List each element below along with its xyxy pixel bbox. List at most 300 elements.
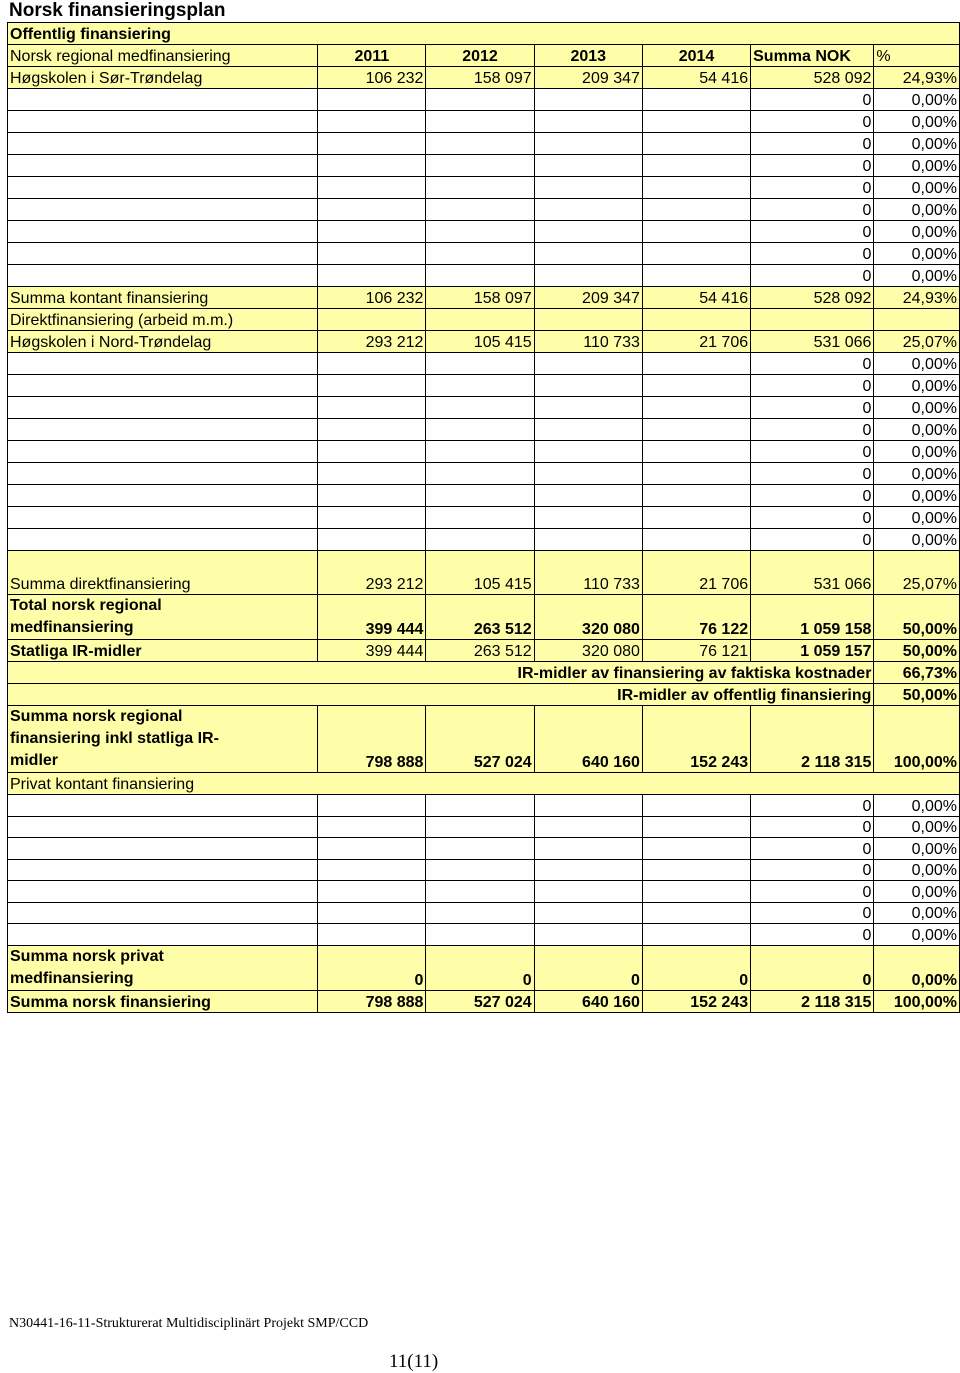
- empty-cell: [318, 353, 426, 375]
- section-row: [8, 773, 960, 795]
- percent-cell: 0,00%: [874, 463, 960, 485]
- empty-row: [8, 133, 960, 155]
- sum-cell: 0: [751, 243, 874, 265]
- percent-cell: 0,00%: [874, 221, 960, 243]
- empty-cell: [534, 838, 642, 860]
- empty-row: [8, 397, 960, 419]
- value-cell: 0: [534, 945, 642, 990]
- empty-cell: [534, 902, 642, 924]
- empty-cell: [534, 795, 642, 817]
- empty-cell: [8, 265, 318, 287]
- empty-cell: [8, 243, 318, 265]
- total-row: [8, 990, 960, 1012]
- sum-cell: 0: [751, 419, 874, 441]
- empty-cell: [534, 485, 642, 507]
- empty-row: [8, 881, 960, 903]
- row-label: Høgskolen i Sør-Trøndelag: [8, 67, 318, 89]
- empty-cell: [8, 221, 318, 243]
- value-cell: 209 347: [534, 287, 642, 309]
- label-line: finansiering inkl statliga IR-: [10, 730, 219, 747]
- percent-cell: 25,07%: [874, 331, 960, 353]
- row-label: [8, 706, 318, 773]
- row-label: Summa direktfinansiering: [8, 551, 318, 595]
- empty-cell: [8, 441, 318, 463]
- empty-cell: [642, 155, 750, 177]
- empty-cell: [642, 89, 750, 111]
- percent-cell: 24,93%: [874, 287, 960, 309]
- value-cell: 527 024: [426, 990, 534, 1012]
- sum-cell: 0: [751, 463, 874, 485]
- empty-cell: [318, 419, 426, 441]
- percent-cell: 0,00%: [874, 353, 960, 375]
- sum-cell: 0: [751, 221, 874, 243]
- row-label: [8, 945, 318, 990]
- percent-cell: 0,00%: [874, 859, 960, 881]
- empty-row: [8, 795, 960, 817]
- value-cell: 1 059 157: [751, 640, 874, 662]
- empty-cell: [8, 353, 318, 375]
- percent-cell: 0,00%: [874, 902, 960, 924]
- page-title: Norsk finansieringsplan: [9, 0, 226, 21]
- empty-row: [8, 155, 960, 177]
- value-cell: 110 733: [534, 331, 642, 353]
- empty-cell: [534, 155, 642, 177]
- empty-cell: [8, 902, 318, 924]
- empty-cell: [751, 309, 874, 331]
- value-cell: 531 066: [751, 551, 874, 595]
- empty-cell: [8, 838, 318, 860]
- empty-cell: [318, 902, 426, 924]
- empty-cell: [426, 485, 534, 507]
- empty-cell: [426, 529, 534, 551]
- sum-cell: 0: [751, 924, 874, 946]
- value-cell: 54 416: [642, 67, 750, 89]
- empty-cell: [318, 199, 426, 221]
- ratio-label: IR-midler av offentlig finansiering: [8, 684, 874, 706]
- empty-cell: [318, 89, 426, 111]
- empty-row: [8, 816, 960, 838]
- subtotal-row: [8, 551, 960, 595]
- empty-cell: [642, 859, 750, 881]
- empty-cell: [642, 309, 750, 331]
- empty-cell: [8, 397, 318, 419]
- empty-cell: [426, 859, 534, 881]
- empty-cell: [426, 816, 534, 838]
- empty-cell: [426, 199, 534, 221]
- column-header: Summa NOK: [751, 45, 874, 67]
- value-cell: 106 232: [318, 67, 426, 89]
- sum-cell: 0: [751, 353, 874, 375]
- subtotal-row: [8, 287, 960, 309]
- value-cell: 798 888: [318, 706, 426, 773]
- sum-cell: 0: [751, 859, 874, 881]
- empty-row: [8, 902, 960, 924]
- empty-cell: [8, 419, 318, 441]
- percent-cell: 0,00%: [874, 111, 960, 133]
- empty-cell: [426, 397, 534, 419]
- document-footer: N30441-16-11-Strukturerat Multidisciplinärt Projekt SMP/CCD: [9, 1316, 369, 1331]
- percent-cell: 0,00%: [874, 795, 960, 817]
- sum-cell: 0: [751, 199, 874, 221]
- empty-cell: [8, 375, 318, 397]
- empty-cell: [8, 89, 318, 111]
- empty-cell: [8, 924, 318, 946]
- label-line: medfinansiering: [10, 619, 134, 636]
- empty-cell: [318, 859, 426, 881]
- empty-cell: [534, 353, 642, 375]
- empty-cell: [8, 859, 318, 881]
- empty-cell: [426, 309, 534, 331]
- empty-cell: [426, 353, 534, 375]
- header-label: Norsk regional medfinansiering: [8, 45, 318, 67]
- financing-table: [7, 22, 960, 1013]
- empty-cell: [534, 309, 642, 331]
- value-cell: 293 212: [318, 551, 426, 595]
- empty-cell: [318, 485, 426, 507]
- empty-cell: [642, 353, 750, 375]
- empty-cell: [642, 177, 750, 199]
- empty-cell: [318, 309, 426, 331]
- percent-cell: 0,00%: [874, 507, 960, 529]
- value-cell: 2 118 315: [751, 990, 874, 1012]
- sum-cell: 0: [751, 881, 874, 903]
- empty-cell: [642, 463, 750, 485]
- subtotal-row: [8, 945, 960, 990]
- value-cell: 320 080: [534, 595, 642, 640]
- row-label: Summa kontant finansiering: [8, 287, 318, 309]
- empty-cell: [8, 529, 318, 551]
- empty-cell: [318, 265, 426, 287]
- value-cell: 2 118 315: [751, 706, 874, 773]
- sum-cell: 0: [751, 177, 874, 199]
- empty-cell: [534, 89, 642, 111]
- empty-cell: [426, 133, 534, 155]
- empty-cell: [8, 111, 318, 133]
- empty-cell: [534, 111, 642, 133]
- empty-cell: [534, 463, 642, 485]
- percent-cell: 100,00%: [874, 706, 960, 773]
- section-label: Privat kontant finansiering: [8, 773, 960, 795]
- value-cell: 527 024: [426, 706, 534, 773]
- empty-cell: [426, 265, 534, 287]
- empty-cell: [426, 177, 534, 199]
- percent-cell: 24,93%: [874, 67, 960, 89]
- empty-cell: [642, 199, 750, 221]
- empty-cell: [534, 221, 642, 243]
- value-cell: 158 097: [426, 67, 534, 89]
- empty-cell: [534, 243, 642, 265]
- percent-cell: 0,00%: [874, 177, 960, 199]
- empty-cell: [642, 924, 750, 946]
- empty-cell: [642, 419, 750, 441]
- value-cell: 105 415: [426, 551, 534, 595]
- empty-cell: [426, 441, 534, 463]
- percent-cell: 0,00%: [874, 375, 960, 397]
- empty-cell: [426, 243, 534, 265]
- column-header: 2014: [642, 45, 750, 67]
- empty-row: [8, 221, 960, 243]
- value-cell: 0: [426, 945, 534, 990]
- empty-cell: [426, 419, 534, 441]
- empty-cell: [642, 529, 750, 551]
- empty-cell: [318, 397, 426, 419]
- empty-cell: [534, 859, 642, 881]
- empty-cell: [318, 816, 426, 838]
- empty-cell: [318, 795, 426, 817]
- percent-cell: 0,00%: [874, 89, 960, 111]
- ratio-label: IR-midler av finansiering av faktiska kostnader: [8, 662, 874, 684]
- value-cell: 105 415: [426, 331, 534, 353]
- percent-cell: 0,00%: [874, 945, 960, 990]
- empty-row: [8, 463, 960, 485]
- section-label: Offentlig finansiering: [8, 23, 960, 45]
- empty-row: [8, 859, 960, 881]
- section-row: [8, 23, 960, 45]
- value-cell: 640 160: [534, 706, 642, 773]
- percent-cell: 25,07%: [874, 551, 960, 595]
- empty-row: [8, 838, 960, 860]
- empty-cell: [426, 89, 534, 111]
- sum-cell: 0: [751, 155, 874, 177]
- empty-cell: [8, 199, 318, 221]
- value-cell: 209 347: [534, 67, 642, 89]
- empty-cell: [426, 902, 534, 924]
- sum-cell: 0: [751, 89, 874, 111]
- percent-cell: 0,00%: [874, 441, 960, 463]
- percent-cell: 0,00%: [874, 529, 960, 551]
- page-number: 11(11): [389, 1351, 439, 1372]
- sum-cell: 0: [751, 816, 874, 838]
- value-cell: 152 243: [642, 706, 750, 773]
- empty-cell: [534, 375, 642, 397]
- section-row: [8, 309, 960, 331]
- empty-cell: [534, 816, 642, 838]
- empty-cell: [318, 838, 426, 860]
- empty-cell: [534, 199, 642, 221]
- data-row: [8, 67, 960, 89]
- empty-cell: [534, 924, 642, 946]
- empty-cell: [426, 795, 534, 817]
- empty-cell: [8, 881, 318, 903]
- percent-cell: 0,00%: [874, 155, 960, 177]
- total-row: [8, 595, 960, 640]
- empty-row: [8, 111, 960, 133]
- empty-cell: [642, 111, 750, 133]
- empty-cell: [426, 221, 534, 243]
- row-label: Høgskolen i Nord-Trøndelag: [8, 331, 318, 353]
- column-header: 2013: [534, 45, 642, 67]
- empty-cell: [534, 419, 642, 441]
- empty-cell: [642, 838, 750, 860]
- ratio-row: [8, 662, 960, 684]
- value-cell: 0: [318, 945, 426, 990]
- empty-cell: [642, 397, 750, 419]
- empty-cell: [8, 463, 318, 485]
- sum-cell: 0: [751, 507, 874, 529]
- empty-cell: [534, 507, 642, 529]
- empty-row: [8, 529, 960, 551]
- empty-cell: [426, 111, 534, 133]
- empty-row: [8, 265, 960, 287]
- value-cell: 531 066: [751, 331, 874, 353]
- empty-cell: [426, 463, 534, 485]
- empty-cell: [642, 795, 750, 817]
- empty-cell: [8, 507, 318, 529]
- value-cell: 0: [642, 945, 750, 990]
- section-label: Direktfinansiering (arbeid m.m.): [8, 309, 318, 331]
- value-cell: 106 232: [318, 287, 426, 309]
- empty-cell: [642, 441, 750, 463]
- sum-cell: 0: [751, 902, 874, 924]
- value-cell: 640 160: [534, 990, 642, 1012]
- percent-cell: 0,00%: [874, 133, 960, 155]
- value-cell: 399 444: [318, 640, 426, 662]
- value-cell: 293 212: [318, 331, 426, 353]
- sum-cell: 0: [751, 795, 874, 817]
- column-header: %: [874, 45, 960, 67]
- empty-row: [8, 507, 960, 529]
- percent-cell: 0,00%: [874, 838, 960, 860]
- empty-row: [8, 199, 960, 221]
- empty-cell: [318, 881, 426, 903]
- total-row: [8, 706, 960, 773]
- empty-cell: [534, 265, 642, 287]
- empty-cell: [318, 507, 426, 529]
- empty-cell: [426, 375, 534, 397]
- percent-cell: 0,00%: [874, 485, 960, 507]
- sum-cell: 0: [751, 397, 874, 419]
- percent-cell: 0,00%: [874, 397, 960, 419]
- empty-row: [8, 89, 960, 111]
- empty-cell: [642, 221, 750, 243]
- percent-cell: 66,73%: [874, 662, 960, 684]
- data-row: [8, 331, 960, 353]
- sum-cell: 0: [751, 485, 874, 507]
- label-line: medfinansiering: [10, 969, 134, 987]
- empty-row: [8, 177, 960, 199]
- empty-cell: [8, 816, 318, 838]
- empty-cell: [318, 243, 426, 265]
- value-cell: 76 122: [642, 595, 750, 640]
- percent-cell: 0,00%: [874, 924, 960, 946]
- percent-cell: 0,00%: [874, 419, 960, 441]
- sum-cell: 0: [751, 441, 874, 463]
- value-cell: 263 512: [426, 640, 534, 662]
- percent-cell: 50,00%: [874, 684, 960, 706]
- empty-cell: [426, 155, 534, 177]
- percent-cell: 0,00%: [874, 816, 960, 838]
- label-line: Summa norsk regional: [10, 708, 183, 725]
- empty-cell: [426, 838, 534, 860]
- sum-cell: 0: [751, 111, 874, 133]
- percent-cell: 50,00%: [874, 595, 960, 640]
- empty-cell: [642, 375, 750, 397]
- value-cell: 76 121: [642, 640, 750, 662]
- empty-cell: [318, 375, 426, 397]
- label-line: Total norsk regional: [10, 597, 162, 614]
- empty-cell: [8, 155, 318, 177]
- sum-cell: 0: [751, 133, 874, 155]
- empty-cell: [426, 507, 534, 529]
- value-cell: 158 097: [426, 287, 534, 309]
- empty-cell: [534, 881, 642, 903]
- sum-cell: 0: [751, 375, 874, 397]
- percent-cell: 100,00%: [874, 990, 960, 1012]
- empty-cell: [318, 111, 426, 133]
- row-label: Summa norsk finansiering: [8, 990, 318, 1012]
- empty-cell: [318, 155, 426, 177]
- empty-cell: [874, 309, 960, 331]
- value-cell: 110 733: [534, 551, 642, 595]
- empty-cell: [534, 529, 642, 551]
- empty-row: [8, 485, 960, 507]
- value-cell: 0: [751, 945, 874, 990]
- value-cell: 152 243: [642, 990, 750, 1012]
- ratio-row: [8, 684, 960, 706]
- value-cell: 263 512: [426, 595, 534, 640]
- percent-cell: 0,00%: [874, 265, 960, 287]
- percent-cell: 0,00%: [874, 881, 960, 903]
- empty-row: [8, 419, 960, 441]
- empty-cell: [534, 441, 642, 463]
- empty-cell: [318, 463, 426, 485]
- empty-cell: [318, 133, 426, 155]
- value-cell: 528 092: [751, 287, 874, 309]
- empty-cell: [642, 265, 750, 287]
- percent-cell: 0,00%: [874, 243, 960, 265]
- empty-cell: [534, 133, 642, 155]
- empty-cell: [642, 243, 750, 265]
- data-row: [8, 640, 960, 662]
- header-row: [8, 45, 960, 67]
- sum-cell: 0: [751, 529, 874, 551]
- percent-cell: 0,00%: [874, 199, 960, 221]
- empty-cell: [8, 795, 318, 817]
- empty-cell: [426, 881, 534, 903]
- empty-cell: [8, 177, 318, 199]
- empty-cell: [318, 177, 426, 199]
- empty-cell: [534, 397, 642, 419]
- value-cell: 320 080: [534, 640, 642, 662]
- value-cell: 798 888: [318, 990, 426, 1012]
- empty-cell: [318, 529, 426, 551]
- empty-cell: [8, 485, 318, 507]
- value-cell: 21 706: [642, 331, 750, 353]
- sum-cell: 0: [751, 838, 874, 860]
- column-header: 2012: [426, 45, 534, 67]
- empty-cell: [534, 177, 642, 199]
- label-line: midler: [10, 752, 59, 769]
- empty-cell: [642, 485, 750, 507]
- empty-row: [8, 924, 960, 946]
- value-cell: 1 059 158: [751, 595, 874, 640]
- sum-cell: 0: [751, 265, 874, 287]
- empty-cell: [642, 133, 750, 155]
- empty-row: [8, 375, 960, 397]
- percent-cell: 50,00%: [874, 640, 960, 662]
- empty-cell: [642, 507, 750, 529]
- value-cell: 21 706: [642, 551, 750, 595]
- empty-cell: [318, 924, 426, 946]
- label-line: Summa norsk privat: [10, 947, 164, 965]
- empty-cell: [426, 924, 534, 946]
- empty-cell: [318, 221, 426, 243]
- value-cell: 54 416: [642, 287, 750, 309]
- value-cell: 399 444: [318, 595, 426, 640]
- row-label: [8, 595, 318, 640]
- empty-cell: [642, 902, 750, 924]
- empty-cell: [642, 816, 750, 838]
